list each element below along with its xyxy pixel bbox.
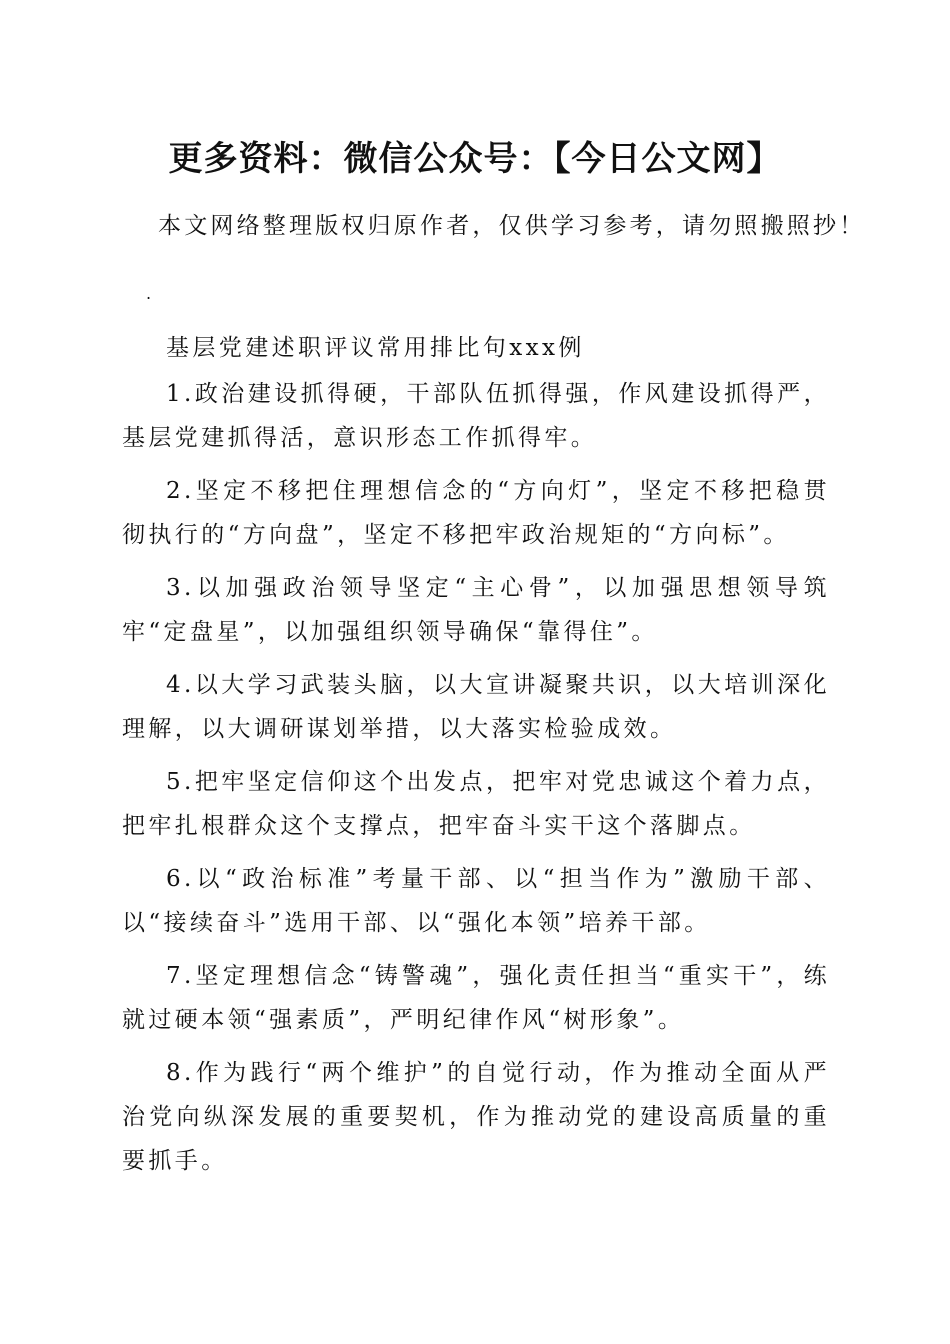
list-item-6: 6.以“政治标准”考量干部、以“担当作为”激励干部、以“接续奋斗”选用干部、以“强化本领”培养干部。 (122, 866, 830, 936)
list-item-3: 3.以加强政治领导坚定“主心骨”，以加强思想领导筑牢“定盘星”，以加强组织领导确保“靠得住”。 (122, 575, 830, 645)
document-body (122, 326, 830, 1192)
document-title: 更多资料：微信公众号：【今日公文网】 (168, 139, 782, 179)
section-heading: 基层党建述职评议常用排比句xxx例 (166, 335, 585, 361)
copyright-notice: 本文网络整理版权归原作者，仅供学习参考，请勿照搬照抄！ (158, 213, 866, 239)
list-item-4: 4.以大学习武装头脑，以大宣讲凝聚共识，以大培训深化理解，以大调研谋划举措，以大落实检验成效。 (122, 672, 830, 742)
list-item-5: 5.把牢坚定信仰这个出发点，把牢对党忠诚这个着力点，把牢扎根群众这个支撑点，把牢奋斗实干这个落脚点。 (122, 769, 830, 839)
list-item-7: 7.坚定理想信念“铸警魂”，强化责任担当“重实干”，练就过硬本领“强素质”，严明纪律作风“树形象”。 (122, 963, 830, 1033)
list-item-8: 8.作为践行“两个维护”的自觉行动，作为推动全面从严治党向纵深发展的重要契机，作为推动党的建设高质量的重要抓手。 (122, 1060, 830, 1174)
list-item-1: 1.政治建设抓得硬，干部队伍抓得强，作风建设抓得严，基层党建抓得活，意识形态工作抓得牢。 (122, 381, 830, 451)
list-item-2: 2.坚定不移把住理想信念的“方向灯”，坚定不移把稳贯彻执行的“方向盘”，坚定不移把牢政治规矩的“方向标”。 (122, 478, 830, 548)
stray-dot: . (146, 284, 152, 303)
